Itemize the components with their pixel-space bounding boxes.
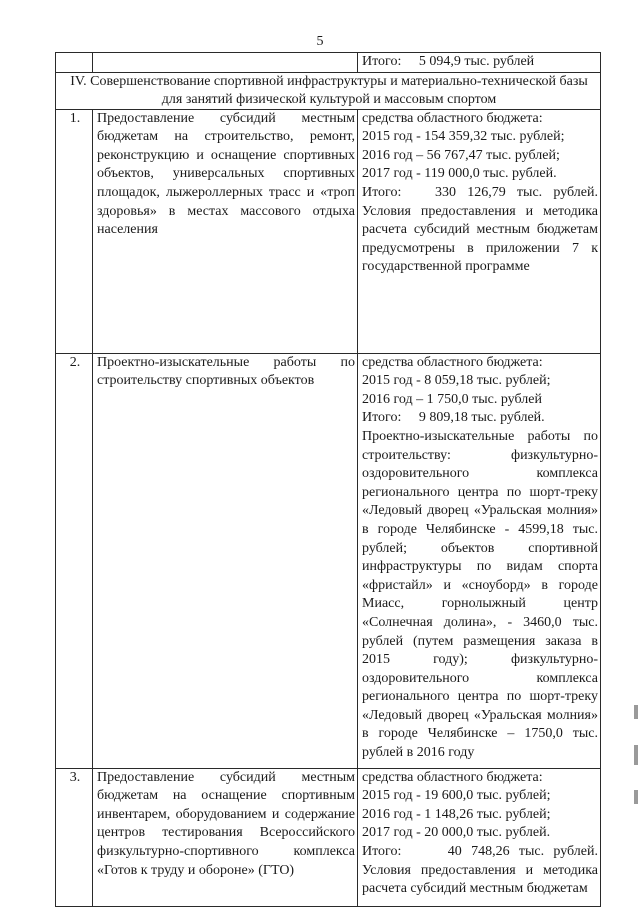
empty-cell (93, 53, 358, 73)
row-number: 1. (56, 109, 93, 353)
funding-line: 2016 год – 56 767,47 тыс. рублей; (362, 147, 560, 163)
funding-cell (358, 768, 601, 906)
section-header-row (56, 72, 601, 109)
carry-over-total: Итого: 5 094,9 тыс. рублей (358, 53, 601, 73)
funding-line: Проектно-изыскательные работы по строительству: физкультурно-оздоровительного комплекса регионального центра по шорт-треку «Ледовый дворец «Уральская молния» в городе Челябинске - 4599,18 тыс. рублей; объектов спортивной инфраструктуры по видам спорта «фристайл» и «сноуборд» в городе Миасс, горнолыжный центр «Солнечная долина», - 3460,0 тыс. рублей (путем размещения заказа в 2015 году); физкультурно-оздоровительного комплекса регионального центра по шорт-треку «Ледовый дворец «Уральская молния» в городе Челябинске – 1750,0 тыс. рублей в 2016 году (362, 428, 598, 761)
scan-edge-mark (634, 790, 638, 804)
funding-line: средства областного бюджета: (362, 110, 543, 126)
funding-line: средства областного бюджета: (362, 769, 543, 785)
funding-line: 2015 год - 19 600,0 тыс. рублей; (362, 788, 551, 804)
row-number: 2. (56, 353, 93, 768)
funding-line: 2015 год - 8 059,18 тыс. рублей; (362, 373, 551, 389)
funding-line: 2016 год – 1 750,0 тыс. рублей (362, 391, 542, 407)
scan-edge-mark (634, 705, 638, 719)
funding-cell (358, 353, 601, 768)
empty-cell (56, 53, 93, 73)
table-row (56, 109, 601, 353)
program-activities-table (55, 52, 601, 907)
activity-description: Предоставление субсидий местным бюджетам на оснащение спортивным инвентарем, оборудованием и содержание центров тестирования Всероссийского физкультурно-спортивного комплекса «Готов к труду и обороне» (ГТО) (93, 768, 358, 906)
activity-description: Проектно-изыскательные работы по строительству спортивных объектов (93, 353, 358, 768)
activity-description: Предоставление субсидий местным бюджетам на строительство, ремонт, реконструкцию и оснащение спортивных объектов, универсальных спортивных площадок, лыжероллерных трасс и «троп здоровья» в местах массового отдыха населения (93, 109, 358, 353)
row-number: 3. (56, 768, 93, 906)
funding-line: Итого: 9 809,18 тыс. рублей. (362, 410, 545, 426)
scan-edge-mark (634, 745, 638, 765)
table-row (56, 353, 601, 768)
funding-line: Итого: 330 126,79 тыс. рублей. Условия предоставления и методика расчета субсидий местным бюджетам предусмотрены в приложении 7 к государственной программе (362, 184, 602, 275)
funding-cell (358, 109, 601, 353)
page-number: 5 (316, 34, 324, 49)
funding-line: средства областного бюджета: (362, 354, 543, 370)
funding-line: 2015 год - 154 359,32 тыс. рублей; (362, 129, 565, 145)
funding-line: 2017 год - 20 000,0 тыс. рублей. (362, 825, 551, 841)
funding-line: Итого: 40 748,26 тыс. рублей. Условия предоставления и методика расчета субсидий местным бюджетам (362, 843, 602, 897)
section-title: IV. Совершенствование спортивной инфраструктуры и материально-технической базы для занятий физической культурой и массовым спортом (56, 72, 601, 109)
funding-line: 2017 год - 119 000,0 тыс. рублей. (362, 166, 557, 182)
table-row (56, 768, 601, 906)
funding-line: 2016 год - 1 148,26 тыс. рублей; (362, 806, 551, 822)
carry-over-row (56, 53, 601, 73)
